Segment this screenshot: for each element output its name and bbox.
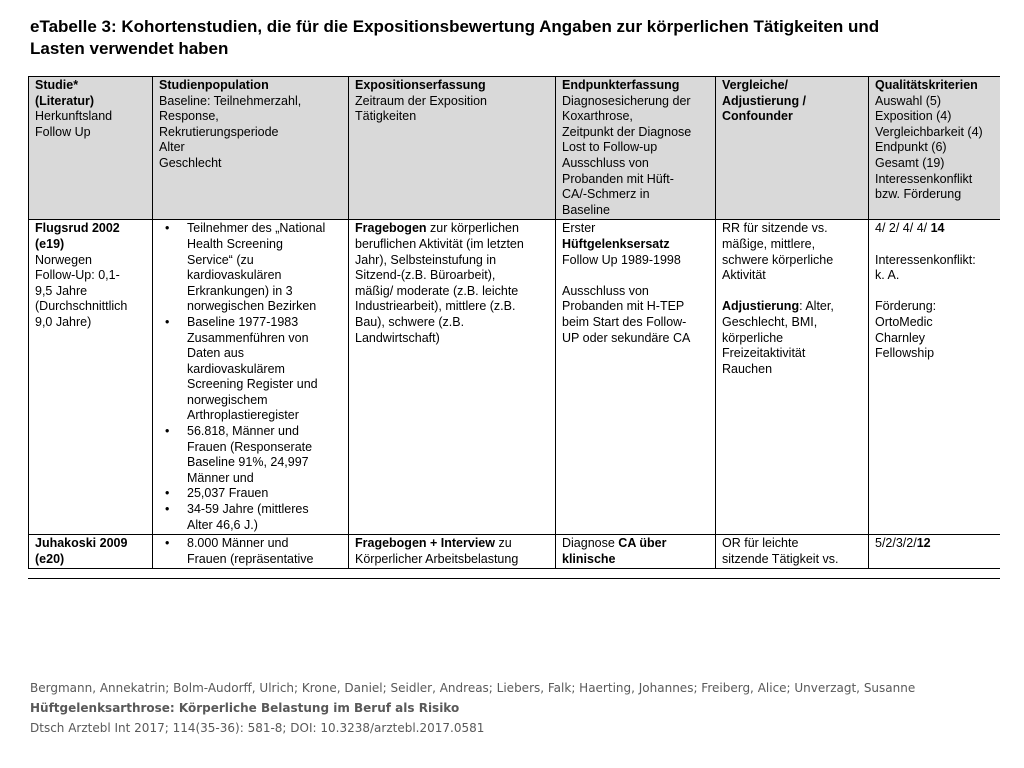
- list-item: • Baseline 1977-1983 Zusammenführen von Daten aus kardiovaskulärem Screening Register und norwegischem Arthroplastieregister: [187, 315, 343, 424]
- study-cell: Flugsrud 2002 (e19) Norwegen Follow-Up: 0,1- 9,5 Jahre (Durchschnittlich 9,0 Jahre): [29, 220, 153, 535]
- comparison-cell: OR für leichte sitzende Tätigkeit vs.: [716, 535, 869, 569]
- exposure-cell: Fragebogen zur körperlichen beruflichen Aktivität (im letzten Jahr), Selbsteinstufung in Sitzend-(z.B. Büroarbeit), mäßig/ moderate (z.B. leichte Industriearbeit), mittlere (z.B. Bau), schwere (z.B. Landwirtschaft): [349, 220, 556, 535]
- header-cell: Studie* (Literatur) Herkunftsland Follow Up: [29, 77, 153, 220]
- list-item: • 56.818, Männer und Frauen (Responserate Baseline 91%, 24,997 Männer und: [187, 424, 343, 486]
- title-line-2: Lasten verwendet haben: [30, 39, 229, 58]
- cohort-studies-table: [28, 76, 1000, 579]
- population-list: [159, 221, 343, 533]
- population-list: [159, 536, 343, 567]
- list-item: • 34-59 Jahre (mittleres Alter 46,6 J.): [187, 502, 343, 533]
- quality-cell: 5/2/3/2/12: [869, 535, 1001, 569]
- header-cell: Endpunkterfassung Diagnosesicherung der Koxarthrose, Zeitpunkt der Diagnose Lost to Follow-up Ausschluss von Probanden mit Hüft- CA/-Schmerz in Baseline: [556, 77, 716, 220]
- header-cell: Vergleiche/ Adjustierung / Confounder: [716, 77, 869, 220]
- footer-article-title: Hüftgelenksarthrose: Körperliche Belastung im Beruf als Risiko: [30, 701, 460, 715]
- exposure-cell: Fragebogen + Interview zu Körperlicher Arbeitsbelastung: [349, 535, 556, 569]
- table-row: [29, 535, 1001, 569]
- citation-footer: [30, 678, 990, 738]
- page-title: [30, 16, 990, 60]
- population-cell: [153, 220, 349, 535]
- table-header-row: [29, 77, 1001, 220]
- header-cell: Studienpopulation Baseline: Teilnehmerzahl, Response, Rekrutierungsperiode Alter Geschlecht: [153, 77, 349, 220]
- quality-cell: 4/ 2/ 4/ 4/ 14 Interessenkonflikt: k. A. Förderung: OrtoMedic Charnley Fellowship: [869, 220, 1001, 535]
- footer-authors: Bergmann, Annekatrin; Bolm-Audorff, Ulrich; Krone, Daniel; Seidler, Andreas; Liebers, Falk; Haerting, Johannes; Freiberg, Alice; Unverzagt, Susanne: [30, 681, 916, 695]
- footer-citation: Dtsch Arztebl Int 2017; 114(35-36): 581-8; DOI: 10.3238/arztebl.2017.0581: [30, 721, 485, 735]
- endpoint-cell: Erster Hüftgelenksersatz Follow Up 1989-1998 Ausschluss von Probanden mit H-TEP beim Start des Follow- UP oder sekundäre CA: [556, 220, 716, 535]
- list-item: • 25,037 Frauen: [187, 486, 343, 502]
- header-cell: Expositionserfassung Zeitraum der Exposition Tätigkeiten: [349, 77, 556, 220]
- list-item: • 8.000 Männer und Frauen (repräsentative: [187, 536, 343, 567]
- table-row: [29, 220, 1001, 535]
- title-line-1: eTabelle 3: Kohortenstudien, die für die Expositionsbewertung Angaben zur körperlichen Tätigkeiten und: [30, 17, 880, 36]
- endpoint-cell: Diagnose CA über klinische: [556, 535, 716, 569]
- list-item: • Teilnehmer des „National Health Screening Service“ (zu kardiovaskulären Erkrankungen) in 3 norwegischen Bezirken: [187, 221, 343, 315]
- population-cell: [153, 535, 349, 569]
- header-cell: Qualitätskriterien Auswahl (5) Exposition (4) Vergleichbarkeit (4) Endpunkt (6) Gesamt (19) Interessenkonflikt bzw. Förderung: [869, 77, 1001, 220]
- comparison-cell: RR für sitzende vs. mäßige, mittlere, schwere körperliche Aktivität Adjustierung: Alter, Geschlecht, BMI, körperliche Freizeitaktivität Rauchen: [716, 220, 869, 535]
- study-cell: Juhakoski 2009 (e20): [29, 535, 153, 569]
